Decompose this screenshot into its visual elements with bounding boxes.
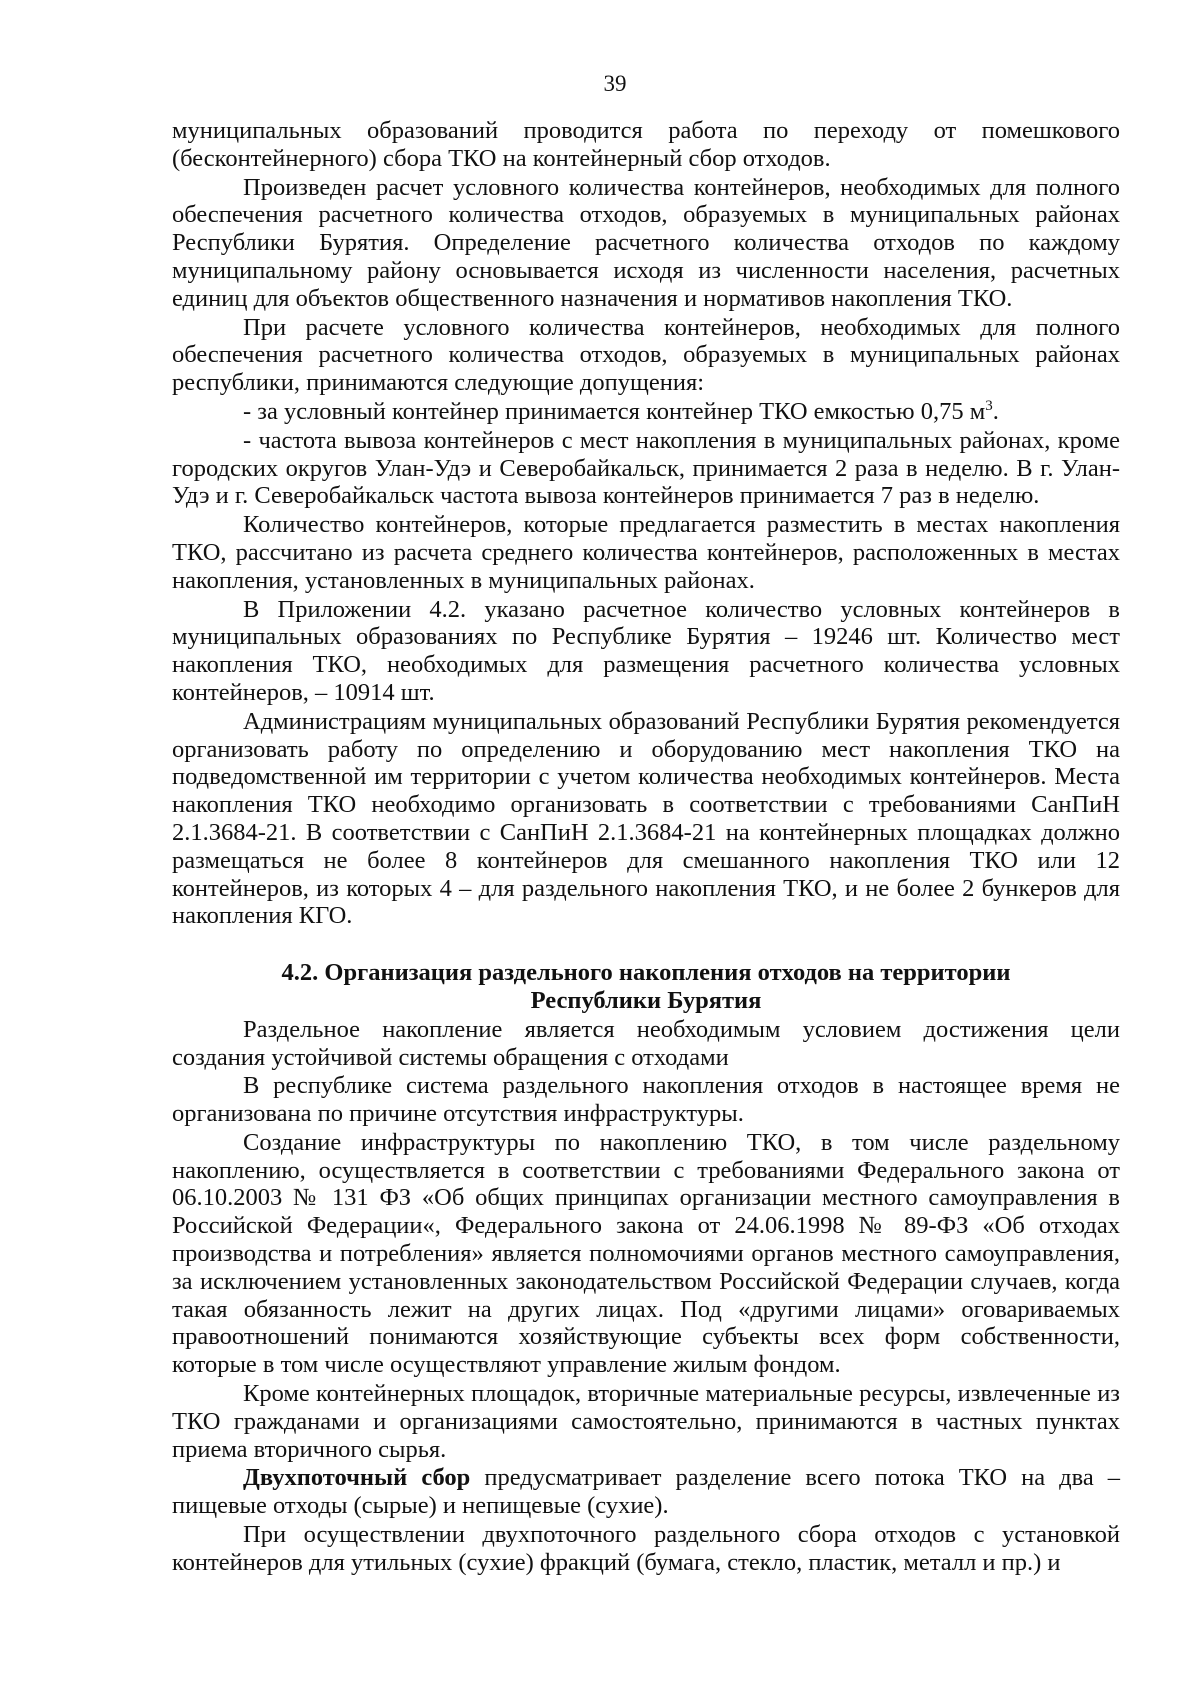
section-heading-line1: 4.2. Организация раздельного накопления отходов на территории <box>281 959 1011 987</box>
document-body <box>172 117 1120 1578</box>
assumption-volume-text: - за условный контейнер принимается контейнер ТКО емкостью 0,75 м <box>243 397 986 425</box>
paragraph-secondary-resources: Кроме контейнерных площадок, вторичные материальные ресурсы, извлеченные из ТКО гражданами и организациями самостоятельно, принимаются в частных пунктах приема вторичного сырья. <box>172 1380 1120 1463</box>
paragraph-no-infrastructure: В республике система раздельного накопления отходов в настоящее время не организована по причине отсутствия инфраструктуры. <box>172 1072 1120 1128</box>
paragraph-container-count: Количество контейнеров, которые предлагается разместить в местах накопления ТКО, рассчитано из расчета среднего количества контейнеров, расположенных в местах накопления, установленных в муниципальных районах. <box>172 511 1120 594</box>
page-number: 39 <box>603 71 627 96</box>
paragraph-separate-accumulation-goal: Раздельное накопление является необходимым условием достижения цели создания устойчивой системы обращения с отходами <box>172 1015 1120 1071</box>
paragraph-administrations-recommendation: Администрациям муниципальных образований Республики Бурятия рекомендуется организовать работу по определению и оборудованию мест накопления ТКО на подведомственной им территории с учетом количества необходимых контейнеров. Места накопления ТКО необходимо организовать в соответствии с требованиями СанПиН 2.1.3684-21. В соответствии с СанПиН 2.1.3684-21 на контейнерных площадках должно размещаться не более 8 контейнеров для смешанного накопления ТКО или 12 контейнеров, из которых 4 – для раздельного накопления ТКО, и не более 2 бункеров для накопления КГО. <box>172 707 1120 930</box>
paragraph-assumption-frequency: - частота вывоза контейнеров с мест накопления в муниципальных районах, кроме городских округов Улан-Удэ и Северобайкальск, принимается 2 раза в неделю. В г. Улан-Удэ и г. Северобайкальск частота вывоза контейнеров принимается 7 раз в неделю. <box>172 426 1120 510</box>
two-stream-definition: предусматривает разделение всего потока ТКО на два – пищевые отходы (сырые) и непищевые (сухие). <box>172 1464 1120 1520</box>
paragraph-container-calculation: Произведен расчет условного количества контейнеров, необходимых для полного обеспечения расчетного количества отходов, образуемых в муниципальных районах Республики Бурятия. Определение расчетного количества отходов по каждому муниципальному району основывается исходя из численности населения, расчетных единиц для объектов общественного назначения и нормативов накопления ТКО. <box>172 173 1120 312</box>
paragraph-two-stream-implementation: При осуществлении двухпоточного раздельного сбора отходов с установкой контейнеров для утильных (сухие) фракций (бумага, стекло, пластик, металл и пр.) и <box>172 1521 1120 1576</box>
paragraph-appendix-reference: В Приложении 4.2. указано расчетное количество условных контейнеров в муниципальных образованиях по Республике Бурятия – 19246 шт. Количество мест накопления ТКО, необходимых для размещения расчетного количества условных контейнеров, – 10914 шт. <box>172 595 1120 706</box>
assumption-volume-tail: . <box>992 397 999 425</box>
paragraph-legal-basis: Создание инфраструктуры по накоплению ТКО, в том числе раздельному накоплению, осуществляется в соответствии с требованиями Федерального закона от 06.10.2003 № 131 ФЗ «Об общих принципах организации местного самоуправления в Российской Федерации«, Федерального закона от 24.06.1998 № 89-ФЗ «Об отходах производства и потребления» является полномочиями органов местного самоуправления, за исключением установленных законодательством Российской Федерации случаев, когда такая обязанность лежит на других лицах. Под «другими лицами» оговариваемых правоотношений понимаются хозяйствующие субъекты всех форм собственности, которые в том числе осуществляют управление жилым фондом. <box>172 1128 1120 1379</box>
two-stream-term: Двухпоточный сбор <box>243 1464 471 1492</box>
paragraph-two-stream-collection <box>172 1464 1120 1520</box>
section-heading <box>172 959 1120 1015</box>
paragraph-continuation: муниципальных образований проводится работа по переходу от помешкового (бесконтейнерного) сбора ТКО на контейнерный сбор отходов. <box>172 117 1120 172</box>
paragraph-assumption-container-volume <box>172 398 1120 426</box>
cubic-superscript: 3 <box>985 397 993 414</box>
paragraph-assumptions-intro: При расчете условного количества контейнеров, необходимых для полного обеспечения расчетного количества отходов, образуемых в муниципальных районах республики, принимаются следующие допущения: <box>172 313 1120 397</box>
section-heading-line2: Республики Бурятия <box>530 986 762 1014</box>
